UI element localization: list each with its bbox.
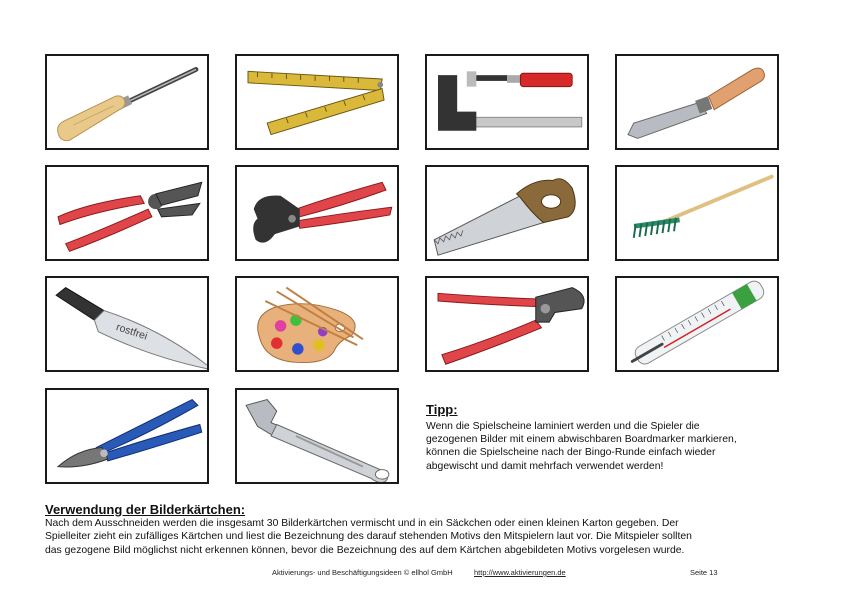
tip-line: können die Spielscheine nach der Bingo-Runde einfach wieder bbox=[426, 447, 716, 459]
saw-icon bbox=[427, 167, 587, 259]
card-chisel bbox=[615, 54, 779, 150]
footer-url-link[interactable]: http://www.aktivierungen.de bbox=[474, 568, 566, 577]
card-knife bbox=[45, 276, 209, 372]
usage-title: Verwendung der Bilderkärtchen: bbox=[45, 502, 246, 517]
usage-line: das gezogene Bild möglichst nicht erkennen können, bevor die Bezeichnung des auf dem Kärtchen abgebildeten Motivs vorgelesen wurde. bbox=[45, 544, 685, 556]
card-rake bbox=[615, 165, 779, 261]
chisel-icon bbox=[617, 56, 777, 148]
card-water-pump-pliers bbox=[425, 276, 589, 372]
tip-title: Tipp: bbox=[426, 402, 458, 417]
card-clamp bbox=[425, 54, 589, 150]
pliers-icon bbox=[47, 167, 207, 259]
card-thermometer bbox=[615, 276, 779, 372]
rake-icon bbox=[617, 167, 777, 259]
card-screwdriver bbox=[45, 54, 209, 150]
card-pincers bbox=[235, 165, 399, 261]
pincers-icon bbox=[237, 167, 397, 259]
water-pump-pliers-icon bbox=[427, 278, 587, 370]
wrench-icon bbox=[237, 390, 397, 482]
usage-line: Spielleiter zieht ein zufälliges Kärtchen und liest die Bezeichnung des darauf stehenden Motivs den Mitspielern laut vor. Die Mitspieler sollten bbox=[45, 531, 692, 543]
page-number: Seite 13 bbox=[690, 568, 718, 577]
tin-snips-icon bbox=[47, 390, 207, 482]
tip-line: gezogenen Bilder mit einem abwischbaren Boardmarker markieren, bbox=[426, 434, 737, 446]
palette-icon bbox=[237, 278, 397, 370]
thermometer-icon bbox=[617, 278, 777, 370]
screwdriver-icon bbox=[47, 56, 207, 148]
card-tin-snips bbox=[45, 388, 209, 484]
tip-text bbox=[426, 420, 806, 473]
card-wrench bbox=[235, 388, 399, 484]
card-saw bbox=[425, 165, 589, 261]
clamp-icon bbox=[427, 56, 587, 148]
knife-label: rostfrei bbox=[114, 321, 149, 343]
usage-text bbox=[45, 517, 815, 557]
card-pliers bbox=[45, 165, 209, 261]
knife-icon bbox=[47, 278, 207, 370]
card-palette bbox=[235, 276, 399, 372]
footer-credit: Aktivierungs- und Beschäftigungsideen © ellhol GmbH bbox=[272, 568, 453, 577]
tip-line: abgewischt und damit mehrfach verwendet werden! bbox=[426, 460, 664, 472]
card-folding-ruler bbox=[235, 54, 399, 150]
tip-line: Wenn die Spielscheine laminiert werden und die Spieler die bbox=[426, 421, 700, 432]
folding-ruler-icon bbox=[237, 56, 397, 148]
usage-line: Nach dem Ausschneiden werden die insgesamt 30 Bilderkärtchen vermischt und in ein Säckchen oder einen kleinen Karton gegeben. Der bbox=[45, 518, 679, 529]
